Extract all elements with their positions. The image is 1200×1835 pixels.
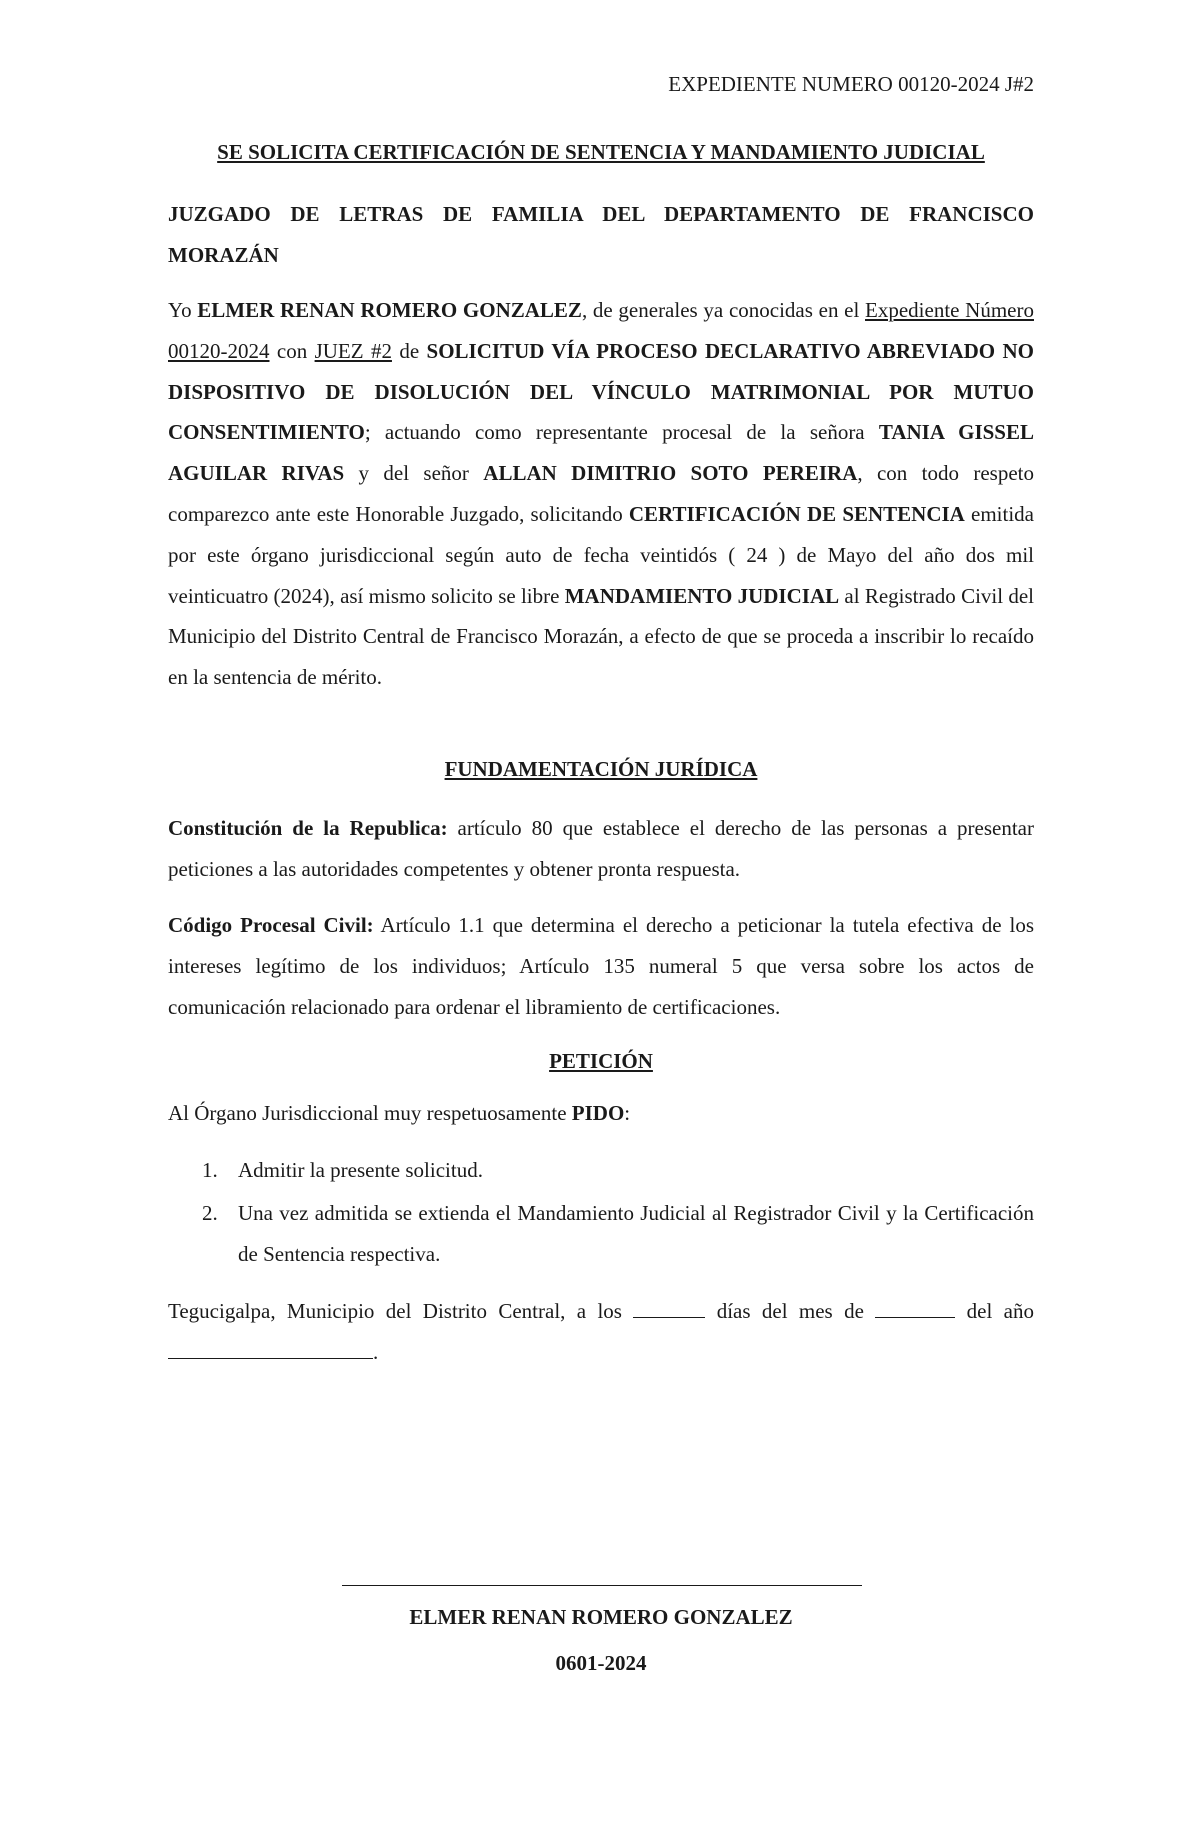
month-blank[interactable] (875, 1299, 955, 1318)
party-senor: ALLAN DIMITRIO SOTO PEREIRA (483, 461, 858, 486)
list-item (168, 1193, 1034, 1275)
body-text: de (391, 338, 427, 363)
list-item-number: 2. (202, 1200, 218, 1225)
pido-colon: : (624, 1101, 631, 1125)
codigo-paragraph (168, 905, 1034, 1027)
main-paragraph (168, 290, 1034, 698)
list-item-number: 1. (202, 1158, 218, 1182)
year-blank[interactable] (168, 1340, 373, 1359)
codigo-label: Código Procesal Civil: (168, 913, 374, 937)
process-type: SOLICITUD VÍA PROCESO DECLARATIVO ABREVIADO NO DISPOSITIVO DE DISOLUCIÓN DEL VÍNCULO MATRIMONIAL POR MUTUO CONSENTIMIENTO (168, 338, 1034, 445)
petitioner-name: ELMER RENAN ROMERO GONZALEZ (197, 298, 582, 322)
body-text: al Registrado Civil del Municipio del Distrito Central de Francisco Morazán, a efecto de que se proceda a inscribir lo recaído en la sentencia de mérito. (168, 583, 1035, 690)
pido-intro: Al Órgano Jurisdiccional muy respetuosamente (168, 1101, 572, 1125)
closing-text: Tegucigalpa, Municipio del Distrito Central, a los (168, 1299, 634, 1323)
peticion-list (168, 1150, 1034, 1276)
closing-paragraph (168, 1291, 1034, 1373)
peticion-heading: PETICIÓN (549, 1049, 653, 1073)
closing-text: . (373, 1339, 379, 1364)
constitucion-paragraph (168, 808, 1034, 890)
closing-text: del año (955, 1299, 1034, 1323)
list-item-text: Una vez admitida se extienda el Mandamiento Judicial al Registrador Civil y la Certificación de Sentencia respectiva. (238, 1200, 1034, 1266)
body-text: emitida por este órgano jurisdiccional según auto de fecha veintidós ( 24 ) de Mayo del año dos mil veinticuatro (2024), así mismo solicito se libre (168, 501, 1034, 608)
pido-word: PIDO (571, 1101, 625, 1125)
certificacion-term: CERTIFICACIÓN DE SENTENCIA (628, 501, 965, 526)
day-blank[interactable] (633, 1299, 705, 1318)
list-item-text: Admitir la presente solicitud. (238, 1158, 483, 1182)
judge-reference: JUEZ #2 (314, 338, 392, 363)
body-text: , con todo respeto comparezco ante este Honorable Juzgado, solicitando (168, 461, 1034, 526)
party-senora: TANIA GISSEL AGUILAR RIVAS (168, 420, 1034, 486)
codigo-text: Artículo 1.1 que determina el derecho a peticionar la tutela efectiva de los intereses legítimo de los individuos; Artículo 135 numeral 5 que versa sobre los actos de comunicación relacionado para ordenar el libramiento de certificaciones. (168, 913, 1034, 1019)
document-title: SE SOLICITA CERTIFICACIÓN DE SENTENCIA Y MANDAMIENTO JUDICIAL (217, 140, 985, 164)
constitucion-text: artículo 80 que establece el derecho de las personas a presentar peticiones a las autoridades competentes y obtener pronta respuesta. (168, 816, 1034, 881)
signature-id: 0601-2024 (555, 1651, 647, 1675)
body-text: con (269, 338, 315, 363)
expediente-reference: Expediente Número 00120-2024 (168, 298, 1034, 363)
closing-text: días del mes de (705, 1299, 876, 1323)
signature-line (342, 1585, 862, 1586)
list-item (168, 1150, 1034, 1191)
fundamentacion-heading: FUNDAMENTACIÓN JURÍDICA (444, 757, 758, 781)
court-heading: JUZGADO DE LETRAS DE FAMILIA DEL DEPARTAMENTO DE FRANCISCO MORAZÁN (168, 202, 1034, 267)
signature-name: ELMER RENAN ROMERO GONZALEZ (409, 1605, 793, 1629)
pido-line (168, 1101, 1034, 1126)
expediente-header: EXPEDIENTE NUMERO 00120-2024 J#2 (668, 72, 1034, 96)
body-text: ; actuando como representante procesal de la señora (364, 420, 879, 445)
body-text: y del señor (344, 461, 484, 486)
mandamiento-term: MANDAMIENTO JUDICIAL (564, 583, 840, 608)
constitucion-label: Constitución de la Republica: (168, 816, 448, 840)
body-text: , de generales ya conocidas en el (581, 298, 866, 322)
body-text: Yo (168, 298, 198, 322)
